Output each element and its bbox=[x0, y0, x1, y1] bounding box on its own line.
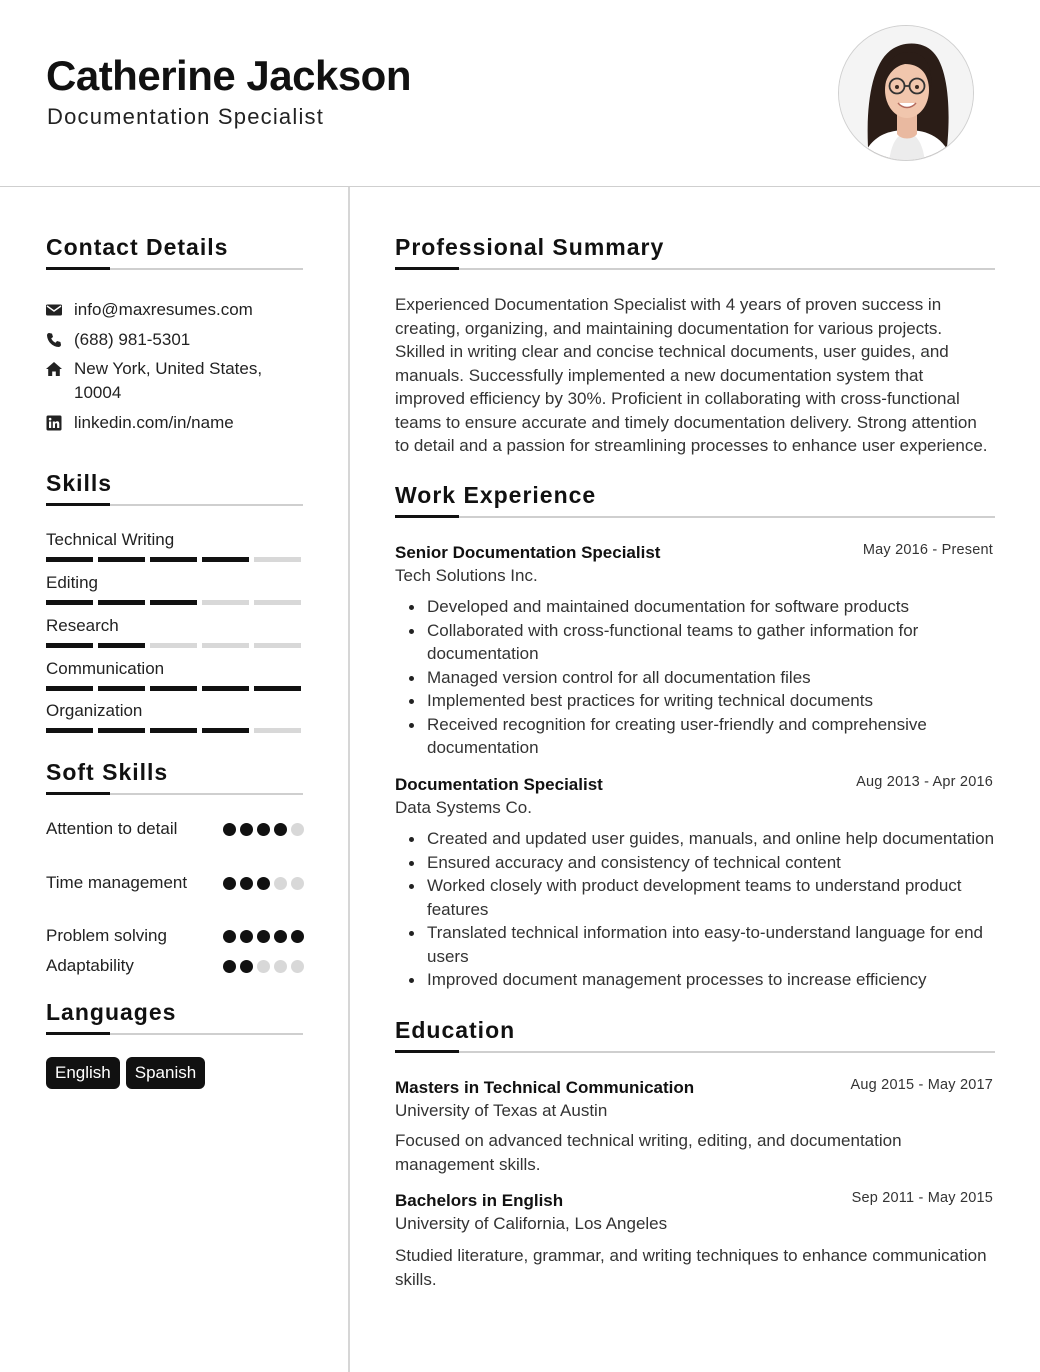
list-item: Ensured accuracy and consistency of technical content bbox=[395, 851, 995, 875]
skill-level-segment bbox=[150, 686, 197, 691]
job-company: Tech Solutions Inc. bbox=[395, 566, 538, 585]
list-item: Implemented best practices for writing technical documents bbox=[395, 689, 995, 713]
soft-skill-rating bbox=[223, 823, 304, 841]
skill-level-segment bbox=[254, 557, 301, 562]
list-item: Worked closely with product development teams to understand product features bbox=[395, 874, 995, 921]
resume-header bbox=[0, 0, 1040, 187]
skill-level-segment bbox=[254, 643, 301, 648]
contact-phone[interactable] bbox=[46, 328, 306, 352]
rating-dot bbox=[291, 930, 304, 943]
skill-item bbox=[46, 529, 302, 562]
skill-level-segment bbox=[98, 557, 145, 562]
skill-item bbox=[46, 658, 302, 691]
phone-icon bbox=[46, 328, 74, 352]
home-icon bbox=[46, 357, 74, 381]
skill-level-segment bbox=[150, 728, 197, 733]
school-name: University of Texas at Austin bbox=[395, 1101, 608, 1120]
contact-rule bbox=[46, 268, 303, 270]
contact-heading: Contact Details bbox=[46, 234, 229, 260]
rating-dot bbox=[223, 823, 236, 836]
portrait-illustration bbox=[839, 26, 974, 161]
soft-skill-label: Adaptability bbox=[46, 956, 134, 975]
address-line-1: New York, United States, bbox=[74, 359, 263, 378]
skill-level-segment bbox=[98, 600, 145, 605]
summary-rule bbox=[395, 268, 995, 270]
rating-dot bbox=[223, 877, 236, 890]
rating-dot bbox=[223, 960, 236, 973]
rating-dot bbox=[240, 960, 253, 973]
skill-level-segment bbox=[202, 557, 249, 562]
rating-dot bbox=[274, 877, 287, 890]
skill-label: Communication bbox=[46, 659, 165, 678]
job-dates: May 2016 - Present bbox=[862, 542, 993, 558]
rating-dot bbox=[240, 823, 253, 836]
skill-level-segment bbox=[254, 728, 301, 733]
skill-label: Editing bbox=[46, 573, 98, 592]
skill-level-segment bbox=[202, 686, 249, 691]
skill-level-bars bbox=[46, 643, 302, 648]
phone-text: (688) 981-5301 bbox=[74, 330, 191, 349]
skill-level-segment bbox=[150, 557, 197, 562]
job-role: Senior Documentation Specialist bbox=[395, 543, 661, 562]
skill-level-segment bbox=[98, 643, 145, 648]
job-dates: Aug 2013 - Apr 2016 bbox=[856, 774, 993, 790]
skill-level-segment bbox=[46, 557, 93, 562]
skill-level-segment bbox=[254, 686, 301, 691]
list-item: Received recognition for creating user-friendly and comprehensive documentation bbox=[395, 713, 995, 760]
education-description: Studied literature, grammar, and writing techniques to enhance communication skills. bbox=[395, 1246, 987, 1289]
skill-level-segment bbox=[98, 686, 145, 691]
skill-level-bars bbox=[46, 600, 302, 605]
skills-rule bbox=[46, 504, 303, 506]
column-divider bbox=[348, 187, 350, 1372]
skill-level-segment bbox=[46, 600, 93, 605]
linkedin-text: linkedin.com/in/name bbox=[74, 413, 234, 432]
soft-skill-label: Time management bbox=[46, 873, 188, 892]
rating-dot bbox=[240, 930, 253, 943]
soft-skills-heading: Soft Skills bbox=[46, 759, 169, 785]
education-rule bbox=[395, 1051, 995, 1053]
envelope-icon bbox=[46, 298, 74, 322]
summary-heading: Professional Summary bbox=[395, 234, 665, 260]
soft-skills-rule bbox=[46, 793, 303, 795]
rating-dot bbox=[257, 960, 270, 973]
rating-dot bbox=[257, 877, 270, 890]
language-badge: English bbox=[46, 1057, 120, 1089]
languages-list bbox=[46, 1057, 205, 1089]
job-bullets bbox=[395, 827, 995, 992]
candidate-title: Documentation Specialist bbox=[47, 104, 325, 129]
soft-skill-label: Problem solving bbox=[46, 926, 167, 945]
rating-dot bbox=[291, 960, 304, 973]
list-item: Improved document management processes to increase efficiency bbox=[395, 968, 995, 992]
education-dates: Sep 2011 - May 2015 bbox=[851, 1190, 993, 1206]
candidate-name: Catherine Jackson bbox=[46, 52, 411, 99]
skill-level-bars bbox=[46, 557, 302, 562]
soft-skill-item bbox=[46, 954, 304, 978]
job-company: Data Systems Co. bbox=[395, 798, 532, 817]
rating-dot bbox=[257, 930, 270, 943]
skill-level-segment bbox=[46, 643, 93, 648]
skill-level-segment bbox=[202, 643, 249, 648]
degree-title: Bachelors in English bbox=[395, 1191, 564, 1210]
degree-title: Masters in Technical Communication bbox=[395, 1078, 695, 1097]
soft-skill-rating bbox=[223, 960, 304, 978]
skill-level-segment bbox=[254, 600, 301, 605]
skill-item bbox=[46, 700, 302, 733]
school-name: University of California, Los Angeles bbox=[395, 1214, 668, 1233]
contact-email[interactable] bbox=[46, 298, 306, 322]
education-heading: Education bbox=[395, 1017, 516, 1043]
soft-skill-rating bbox=[223, 877, 304, 895]
list-item: Created and updated user guides, manuals, and online help documentation bbox=[395, 827, 995, 851]
skill-label: Research bbox=[46, 616, 119, 635]
job-role: Documentation Specialist bbox=[395, 775, 603, 794]
rating-dot bbox=[257, 823, 270, 836]
rating-dot bbox=[240, 877, 253, 890]
rating-dot bbox=[223, 930, 236, 943]
skill-level-segment bbox=[202, 728, 249, 733]
soft-skill-item bbox=[46, 871, 304, 895]
skill-level-bars bbox=[46, 686, 302, 691]
skill-level-segment bbox=[98, 728, 145, 733]
skill-label: Technical Writing bbox=[46, 530, 175, 549]
language-badge: Spanish bbox=[126, 1057, 205, 1089]
list-item: Collaborated with cross-functional teams to gather information for documentation bbox=[395, 619, 995, 666]
rating-dot bbox=[274, 930, 287, 943]
list-item: Developed and maintained documentation for software products bbox=[395, 595, 995, 619]
soft-skill-item bbox=[46, 924, 304, 948]
skill-item bbox=[46, 615, 302, 648]
list-item: Managed version control for all documentation files bbox=[395, 666, 995, 690]
skill-level-bars bbox=[46, 728, 302, 733]
rating-dot bbox=[274, 960, 287, 973]
experience-rule bbox=[395, 516, 995, 518]
skill-level-segment bbox=[202, 600, 249, 605]
soft-skill-rating bbox=[223, 930, 304, 948]
skill-level-segment bbox=[46, 728, 93, 733]
rating-dot bbox=[291, 823, 304, 836]
soft-skill-item bbox=[46, 817, 304, 841]
education-dates: Aug 2015 - May 2017 bbox=[850, 1077, 993, 1093]
linkedin-icon bbox=[46, 411, 74, 435]
list-item: Translated technical information into easy-to-understand language for end users bbox=[395, 921, 995, 968]
contact-linkedin[interactable] bbox=[46, 411, 306, 435]
education-description: Focused on advanced technical writing, editing, and documentation management skills. bbox=[395, 1131, 902, 1174]
skill-item bbox=[46, 572, 302, 605]
skill-level-segment bbox=[150, 600, 197, 605]
skill-label: Organization bbox=[46, 701, 143, 720]
rating-dot bbox=[274, 823, 287, 836]
address-line-2: 10004 bbox=[74, 383, 122, 402]
languages-heading: Languages bbox=[46, 999, 177, 1025]
soft-skill-label: Attention to detail bbox=[46, 819, 178, 838]
contact-address bbox=[46, 357, 306, 405]
rating-dot bbox=[291, 877, 304, 890]
email-text: info@maxresumes.com bbox=[74, 300, 253, 319]
experience-heading: Work Experience bbox=[395, 482, 597, 508]
skills-heading: Skills bbox=[46, 470, 113, 496]
job-bullets bbox=[395, 595, 995, 760]
profile-photo bbox=[838, 25, 974, 161]
summary-text: Experienced Documentation Specialist with 4 years of proven success in creating, organizing, and maintaining documentation for various projects. Skilled in writing clear and concise technical documents, user guides, and manuals. Successfully implemented a new documentation system that improved efficiency by 30%. Proficient in collaborating with cross-functional teams to ensure accurate and timely documentation delivery. Strong attention to detail and a passion for streamlining processes to enhance user experience. bbox=[395, 295, 988, 455]
skill-level-segment bbox=[46, 686, 93, 691]
languages-rule bbox=[46, 1033, 303, 1035]
skill-level-segment bbox=[150, 643, 197, 648]
